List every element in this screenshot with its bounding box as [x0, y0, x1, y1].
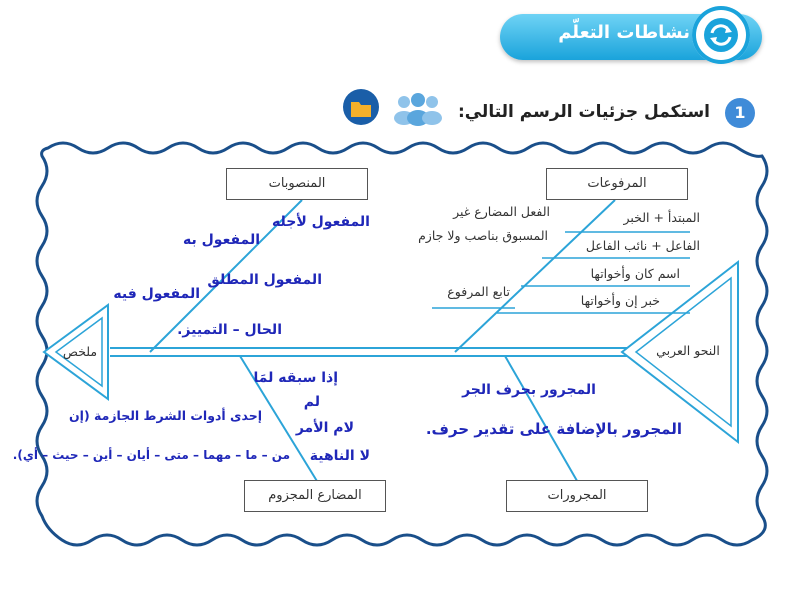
marfuaat-item: المبتدأ + الخبر	[623, 210, 700, 225]
marfuaat-item: اسم كان وأخواتها	[590, 266, 680, 281]
mansubat-item: المفعول به	[183, 232, 260, 248]
majzum-item: لم	[303, 394, 320, 410]
marfuaat-item: الفاعل + نائب الفاعل	[585, 238, 700, 253]
box-marfuaat: المرفوعات	[546, 168, 688, 200]
marfuaat-item: خبر إن وأخواتها	[580, 293, 660, 308]
box-mansubat: المنصوبات	[226, 168, 368, 200]
marfuaat-note: تابع المرفوع	[447, 284, 510, 299]
majrurat-item: المجرور بحرف الجر	[462, 382, 596, 398]
majrurat-item: المجرور بالإضافة على تقدير حرف.	[425, 420, 682, 438]
majzum-item: لا الناهية	[309, 448, 370, 464]
box-mudari-majzum: المضارع المجزوم	[244, 480, 386, 512]
tail-label: ملخص	[62, 344, 98, 359]
majzum-item: إذا سبقه لمَا	[253, 370, 338, 386]
mansubat-item: المفعول فيه	[113, 286, 200, 302]
task-number: 1	[725, 98, 755, 128]
marfuaat-note: المسبوق بناصب ولا جازم	[418, 228, 548, 243]
majzum-item: لام الأمر	[295, 420, 354, 436]
task-title: استكمل جزئيات الرسم التالي:	[457, 102, 710, 122]
marfuaat-note: الفعل المضارع غير	[453, 204, 550, 219]
majzum-note: من – ما – مهما – متى – أيان – أين – حيث – أي).	[12, 448, 290, 462]
mansubat-item: المفعول لأجله	[272, 214, 370, 230]
head-label: النحو العربي	[656, 343, 720, 358]
mansubat-item: الحال – التمييز.	[177, 322, 282, 338]
majzum-note: إحدى أدوات الشرط الجازمة (إن	[68, 408, 262, 423]
mansubat-item: المفعول المطلق	[207, 272, 322, 288]
box-majrurat: المجرورات	[506, 480, 648, 512]
section-badge-label: نشاطات التعلّم	[558, 22, 690, 43]
